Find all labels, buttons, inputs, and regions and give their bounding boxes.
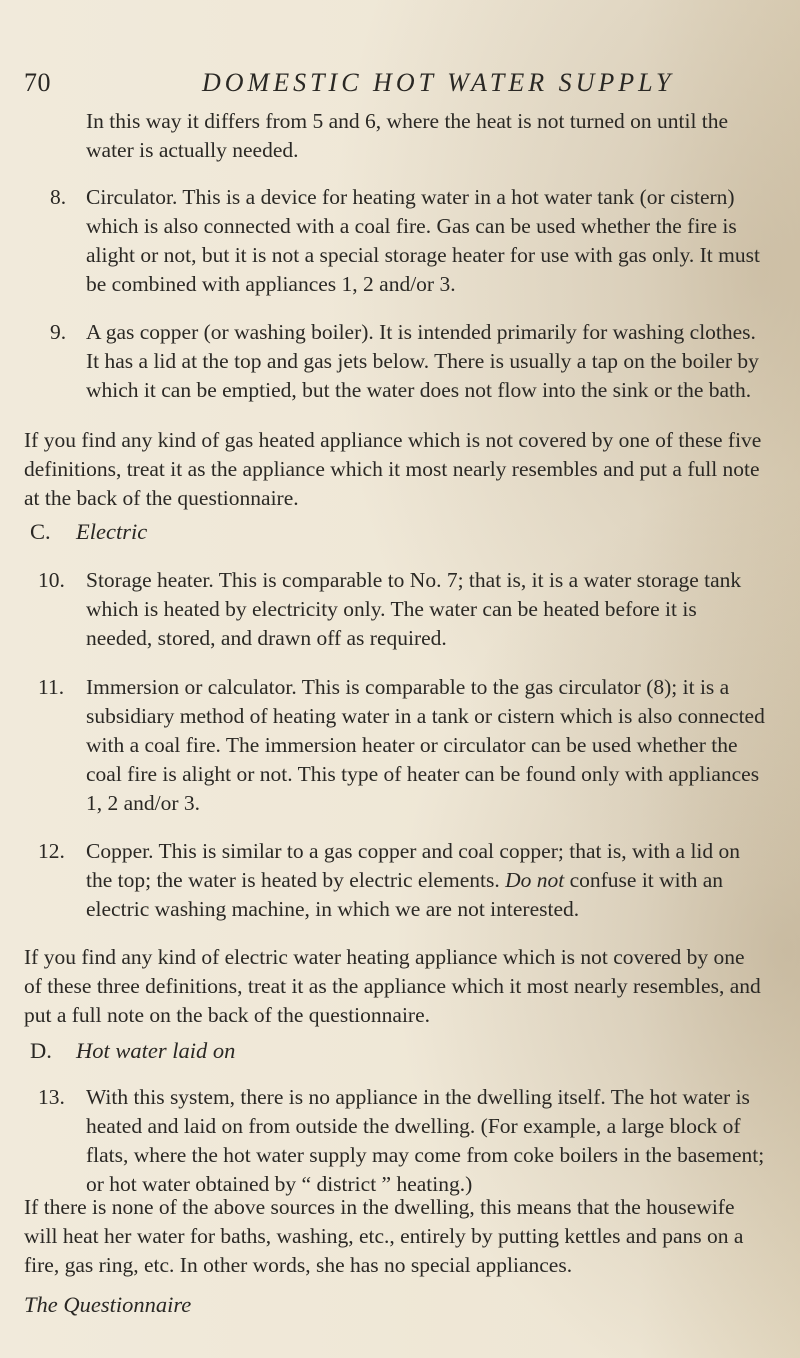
section-letter: D. — [30, 1038, 52, 1063]
none-note: If there is none of the above sources in the dwelling, this means that the housewife will heat her water for baths, washing, etc., entirely by putting kettles and pans on a fire, gas ring, etc. In other words, she has no special appliances. — [24, 1195, 744, 1277]
gas-note: If you find any kind of gas heated appliance which is not covered by one of these five definitions, treat it as the appliance which it most nearly resembles and put a full note at the back of the questionnaire. — [24, 428, 762, 510]
section-title: Electric — [76, 519, 148, 544]
questionnaire-title: The Questionnaire — [24, 1292, 192, 1317]
item-number: 12. — [38, 839, 65, 863]
item-text: With this system, there is no appliance in the dwelling itself. The hot water is heated and laid on from outside the dwelling. (For example, a large block of flats, where the hot water supply may come from coke boilers in the basement; or hot water obtained by “ district ” heating.) — [86, 1085, 765, 1196]
item-number: 13. — [38, 1085, 65, 1109]
item-text: Storage heater. This is comparable to No. 7; that is, it is a water storage tank which is heated by electricity only. The water can be heated before it is needed, stored, and drawn off as required. — [86, 568, 742, 650]
item-number: 11. — [38, 675, 65, 699]
item-text — [86, 837, 766, 924]
electric-note: If you find any kind of electric water heating appliance which is not covered by one of these three definitions, treat it as the appliance which it most nearly resembles, and put a full note on the back of the questionnaire. — [24, 945, 761, 1027]
item-number: 10. — [38, 568, 65, 592]
section-letter: C. — [30, 519, 51, 544]
item-text: Circulator. This is a device for heating water in a hot water tank (or cistern) which is also connected with a coal fire. Gas can be used whether the fire is alight or not, but it is not a special storage heater for use with gas only. It must be combined with appliances 1, 2 and/or 3. — [86, 185, 760, 296]
item-number: 9. — [50, 320, 67, 344]
item-text-a: Copper. This is similar to a gas copper and coal copper; that is, with a lid on the top; the water is heated by electric elements. — [86, 839, 741, 892]
running-title: DOMESTIC HOT WATER SUPPLY — [202, 68, 675, 97]
item-number: 8. — [50, 185, 67, 209]
item-text-b: confuse it with an electric washing machine, in which we are not interested. — [86, 868, 724, 921]
item-text: Immersion or calculator. This is comparable to the gas circulator (8); it is a subsidiary method of heating water in a tank or cistern which is also connected with a coal fire. The immersion heater or circulator can be used whether the coal fire is alight or not. This type of heater can be found only with appliances 1, 2 and/or 3. — [86, 675, 765, 815]
item-text: A gas copper (or washing boiler). It is intended primarily for washing clothes. It has a lid at the top and gas jets below. There is usually a tap on the boiler by which it can be emptied, but the water does not flow into the sink or the bath. — [86, 320, 759, 402]
intro-continuation: In this way it differs from 5 and 6, where the heat is not turned on until the water is actually needed. — [86, 109, 729, 162]
section-title: Hot water laid on — [76, 1038, 236, 1063]
item-emphasis: Do not — [505, 868, 565, 892]
page-number: 70 — [24, 68, 51, 97]
